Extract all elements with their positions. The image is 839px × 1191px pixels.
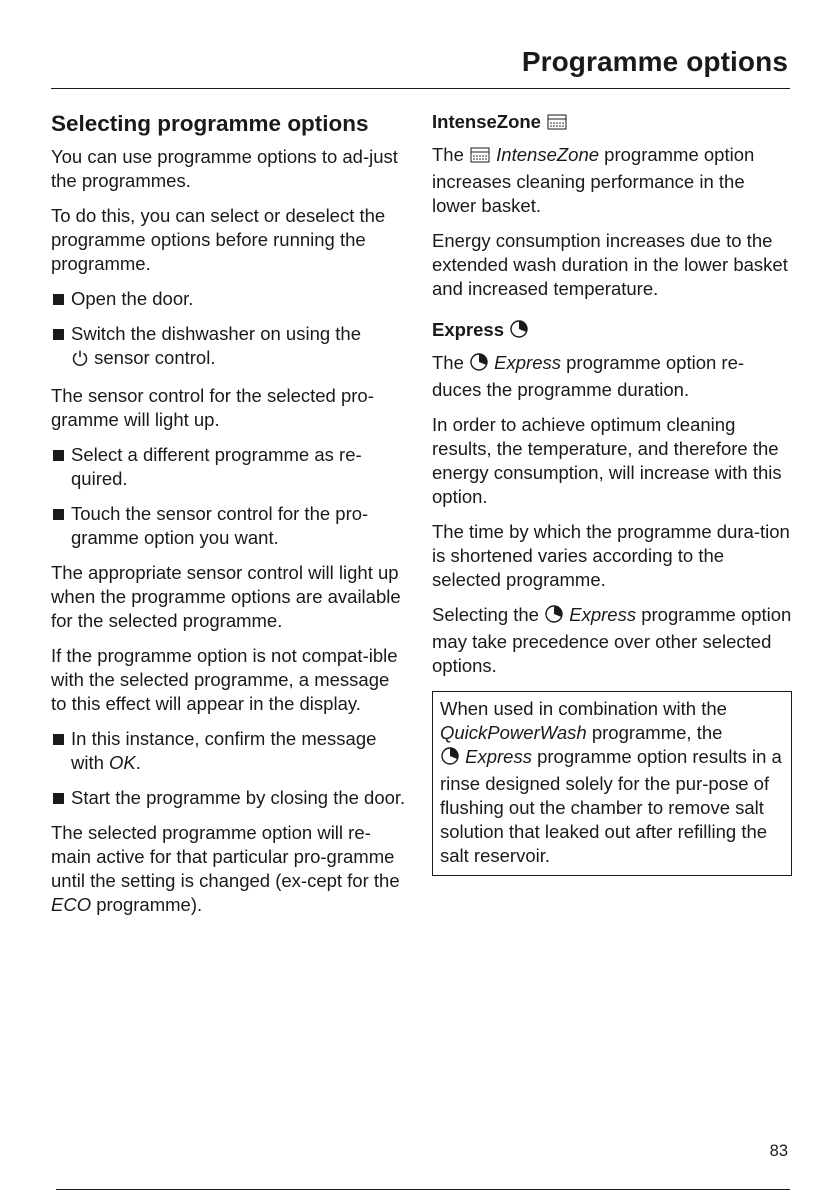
option-name: Express xyxy=(569,604,637,625)
ok-label: OK xyxy=(109,752,136,773)
bullet-square-icon xyxy=(53,793,64,804)
paragraph-text: programme option increases cleaning performance in the lower basket. xyxy=(432,144,755,216)
list-item-text: Switch the dishwasher on using the xyxy=(71,323,362,344)
bullet-square-icon xyxy=(53,329,64,340)
page-number: 83 xyxy=(769,1142,788,1160)
paragraph-text: The xyxy=(432,352,464,373)
paragraph xyxy=(51,821,409,917)
paragraph xyxy=(432,351,792,402)
paragraph-text: The selected programme option will re-main active for that particular pro-gramme until the setting is changed (ex-cept for the xyxy=(51,822,400,891)
paragraph-text: programme option re-duces the programme duration. xyxy=(432,352,745,400)
express-clock-icon xyxy=(509,319,529,345)
page-title: Programme options xyxy=(521,46,788,77)
list-item xyxy=(51,287,409,311)
paragraph: To do this, you can select or deselect the programme options before running the programme. xyxy=(51,205,386,274)
info-note-box xyxy=(432,691,792,876)
bullet-square-icon xyxy=(53,450,64,461)
list-item xyxy=(51,443,409,491)
list-item-text: Touch the sensor control for the pro-gramme option you want. xyxy=(71,503,369,548)
express-clock-icon xyxy=(469,352,489,378)
list-item xyxy=(51,502,409,550)
option-name: IntenseZone xyxy=(496,144,600,165)
paragraph-text: Selecting the xyxy=(432,604,539,625)
bullet-square-icon xyxy=(53,509,64,520)
paragraph-text: The xyxy=(432,144,464,165)
option-name: Express xyxy=(465,746,532,767)
option-name: Express xyxy=(494,352,561,373)
express-clock-icon xyxy=(544,604,564,630)
paragraph: Energy consumption increases due to the extended wash duration in the lower basket and increased temperature. xyxy=(432,230,788,299)
section-heading: Selecting programme options xyxy=(51,111,369,136)
power-icon xyxy=(71,349,89,373)
heading-text: IntenseZone xyxy=(432,111,541,132)
list-item-text: Select a different programme as re-quired. xyxy=(71,444,362,489)
intensezone-icon xyxy=(546,113,568,137)
list-item-text: In this instance, confirm the message with xyxy=(71,728,377,773)
intensezone-icon xyxy=(469,146,491,170)
programme-name: QuickPowerWash xyxy=(440,722,587,743)
list-item xyxy=(51,786,409,810)
note-text: programme, the xyxy=(591,722,723,743)
paragraph: You can use programme options to ad-just the programmes. xyxy=(51,146,398,191)
list-item xyxy=(51,727,409,775)
header-divider xyxy=(51,88,790,89)
express-heading xyxy=(432,318,792,345)
paragraph: The time by which the programme dura-tion is shortened varies according to the selected programme. xyxy=(432,521,790,590)
eco-label: ECO xyxy=(51,894,92,915)
bullet-square-icon xyxy=(53,294,64,305)
paragraph: The sensor control for the selected pro-gramme will light up. xyxy=(51,385,374,430)
list-item-text: Start the programme by closing the door. xyxy=(71,787,406,808)
list-item xyxy=(51,322,409,373)
right-column xyxy=(432,110,792,876)
left-column xyxy=(51,110,409,928)
express-clock-icon xyxy=(440,746,460,772)
footer-divider xyxy=(56,1189,790,1190)
bullet-square-icon xyxy=(53,734,64,745)
list-item-text: Open the door. xyxy=(71,288,194,309)
paragraph xyxy=(432,603,792,678)
note-text: When used in combination with the xyxy=(440,698,727,719)
paragraph: The appropriate sensor control will light up when the programme options are available for the selected programme. xyxy=(51,562,401,631)
heading-text: Express xyxy=(432,319,504,340)
note-text: programme option results in a rinse designed solely for the pur-pose of flushing out the chamber to remove salt solution that leaked out after refilling the salt reservoir. xyxy=(440,746,782,866)
list-item-text: . xyxy=(135,752,141,773)
list-item-text: sensor control. xyxy=(94,347,216,368)
intensezone-heading xyxy=(432,110,792,137)
paragraph-text: programme). xyxy=(96,894,203,915)
paragraph: In order to achieve optimum cleaning results, the temperature, and therefore the energy consumption, will increase with this option. xyxy=(432,414,782,507)
paragraph: If the programme option is not compat-ible with the selected programme, a message to this effect will appear in the display. xyxy=(51,645,398,714)
paragraph-text: programme option may take precedence over other selected options. xyxy=(432,604,792,676)
paragraph xyxy=(432,143,792,218)
